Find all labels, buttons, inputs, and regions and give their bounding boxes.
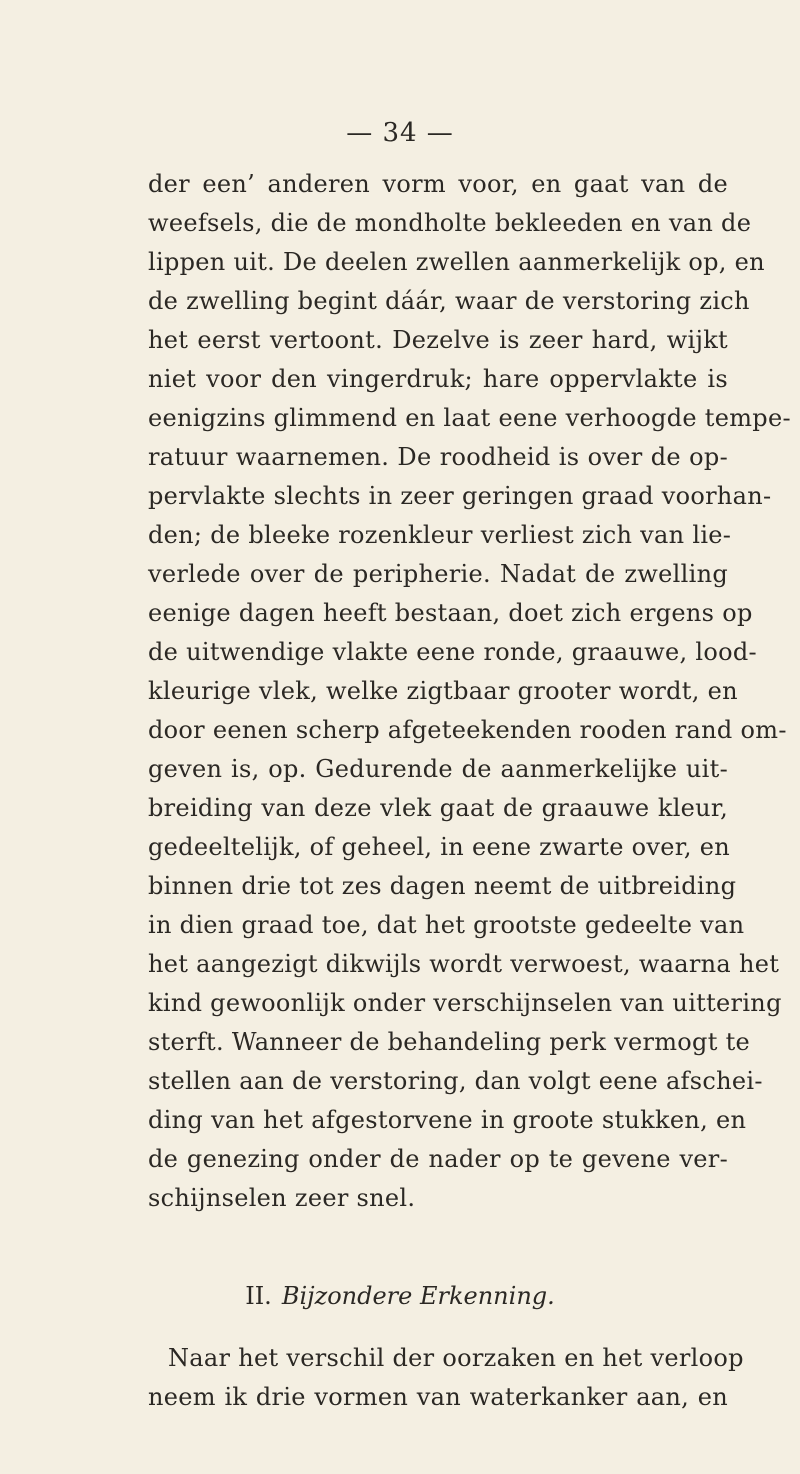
text-line: door eenen scherp afgeteekenden rooden rand om- — [148, 716, 787, 744]
section-numeral: II. — [245, 1282, 272, 1310]
text-line: de genezing onder de nader op te gevene ver- — [148, 1145, 728, 1173]
text-line: ratuur waarnemen. De roodheid is over de op- — [148, 443, 728, 471]
text-line: schijnselen zeer snel. — [148, 1184, 416, 1212]
text-line: der een’ anderen vorm voor, en gaat van de — [148, 170, 728, 198]
text-line: stellen aan de verstoring, dan volgt eene afschei- — [148, 1067, 763, 1095]
text-line: den; de bleeke rozenkleur verliest zich van lie- — [148, 521, 732, 549]
text-line: de zwelling begint dáár, waar de verstoring zich — [148, 287, 750, 315]
text-line: eenigzins glimmend en laat eene verhoogde tempe- — [148, 404, 791, 432]
text-line: pervlakte slechts in zeer geringen graad voorhan- — [148, 482, 772, 510]
text-line: Naar het verschil der oorzaken en het verloop — [168, 1344, 744, 1372]
text-line: sterft. Wanneer de behandeling perk vermogt te — [148, 1028, 751, 1056]
text-line: kind gewoonlijk onder verschijnselen van uittering — [148, 989, 782, 1017]
text-line: gedeeltelijk, of geheel, in eene zwarte over, en — [148, 833, 731, 861]
text-line: verlede over de peripherie. Nadat de zwelling — [148, 560, 728, 588]
text-line: breiding van deze vlek gaat de graauwe kleur, — [148, 794, 728, 822]
text-line: ding van het afgestorvene in groote stukken, en — [148, 1106, 747, 1134]
text-line: binnen drie tot zes dagen neemt de uitbreiding — [148, 872, 737, 900]
text-line: niet voor den vingerdruk; hare oppervlakte is — [148, 365, 728, 393]
text-line: het aangezigt dikwijls wordt verwoest, waarna het — [148, 950, 780, 978]
text-line: de uitwendige vlakte eene ronde, graauwe, lood- — [148, 638, 757, 666]
text-line: weefsels, die de mondholte bekleeden en van de — [148, 209, 752, 237]
section-title: Bijzondere Erkenning. — [281, 1282, 555, 1310]
text-line: eenige dagen heeft bestaan, doet zich ergens op — [148, 599, 753, 627]
text-line: in dien graad toe, dat het grootste gedeelte van — [148, 911, 745, 939]
text-line: geven is, op. Gedurende de aanmerkelijke uit- — [148, 755, 728, 783]
text-line: kleurige vlek, welke zigtbaar grooter wordt, en — [148, 677, 738, 705]
text-line: het eerst vertoont. Dezelve is zeer hard, wijkt — [148, 326, 728, 354]
text-line: lippen uit. De deelen zwellen aanmerkelijk op, en — [148, 248, 765, 276]
section-heading — [0, 1280, 800, 1312]
page-number: — 34 — — [346, 118, 454, 148]
text-line: neem ik drie vormen van waterkanker aan, en — [148, 1383, 728, 1411]
